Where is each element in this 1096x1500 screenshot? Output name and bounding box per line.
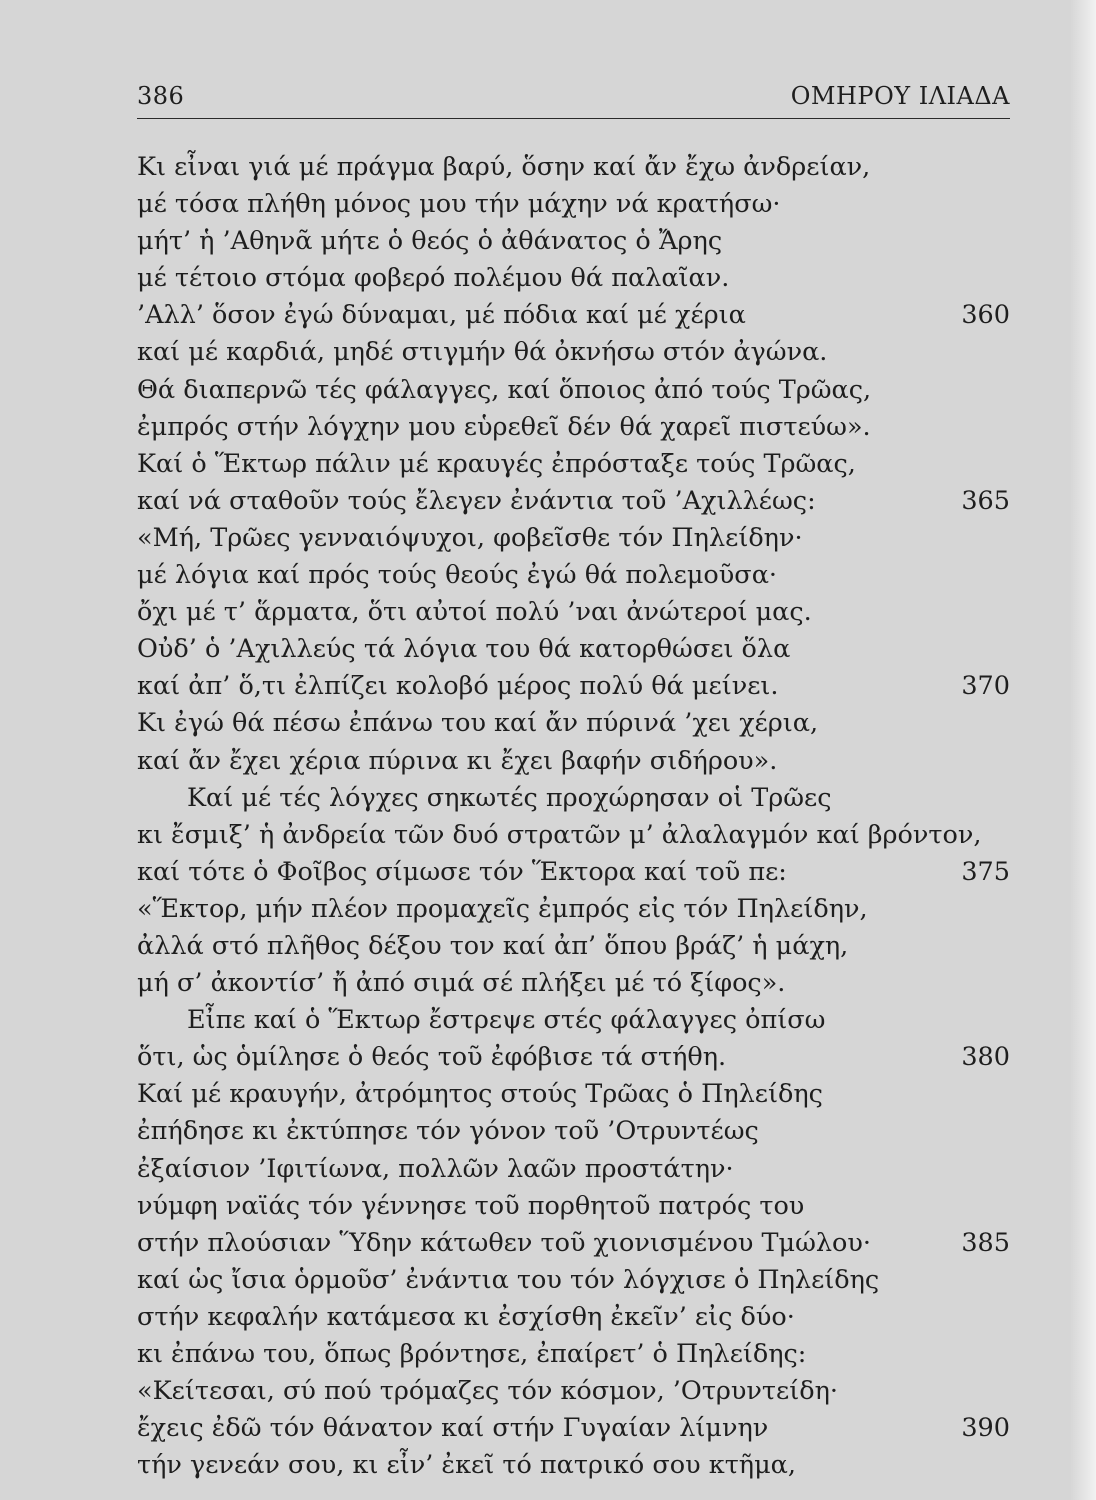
verse-text: ἐπήδησε κι ἐκτύπησε τόν γόνον τοῦ ’Οτρυντέως (137, 1116, 759, 1147)
verse-text: ὅτι, ὡς ὁμίλησε ὁ θεός τοῦ ἐφόβισε τά στήθη. (137, 1042, 727, 1073)
verse-line (137, 446, 1010, 483)
verse-text: ὄχι μέ τ’ ἅρματα, ὅτι αὐτοί πολύ ’ναι ἀνώτεροί μας. (137, 597, 812, 628)
verse-line (137, 1002, 1010, 1039)
line-number: 385 (961, 1227, 1010, 1258)
verse-text: κι ἔσμιξ’ ἡ ἀνδρεία τῶν δυό στρατῶν μ’ ἀλαλαγμόν καί βρόντον, (137, 819, 982, 850)
verse-line (137, 1151, 1010, 1188)
verse-line (137, 1336, 1010, 1373)
line-number: 360 (961, 300, 1010, 331)
verse-text: καί νά σταθοῦν τούς ἔλεγεν ἐνάντια τοῦ ’Αχιλλέως: (137, 485, 816, 516)
line-number: 370 (961, 671, 1010, 702)
verse-text: στήν κεφαλήν κατάμεσα κι ἐσχίσθη ἐκεῖν’ εἰς δύο· (137, 1301, 795, 1332)
verse-line (137, 1188, 1010, 1225)
page-number: 386 (137, 82, 185, 110)
verse-line (137, 483, 1010, 520)
verse-text: Οὐδ’ ὁ ’Αχιλλεύς τά λόγια του θά κατορθώσει ὅλα (137, 634, 791, 665)
line-number: 380 (961, 1042, 1010, 1073)
verse-text: κι ἐπάνω του, ὅπως βρόντησε, ἐπαίρετ’ ὁ Πηλείδης: (137, 1339, 807, 1369)
verse-text: μή σ’ ἀκοντίσ’ ἤ ἀπό σιμά σέ πλήξει μέ τό ξίφος». (137, 968, 786, 999)
verse-line (137, 372, 1010, 409)
verse-block (137, 149, 1010, 1484)
page-edge-shadow (1070, 0, 1096, 1500)
verse-line (137, 743, 1010, 780)
verse-line (137, 409, 1010, 446)
page-header (137, 82, 1010, 119)
verse-text: «Μή, Τρῶες γενναιόψυχοι, φοβεῖσθε τόν Πηλείδην· (137, 522, 803, 553)
verse-line (137, 260, 1010, 297)
verse-line (137, 1113, 1010, 1150)
verse-line (137, 594, 1010, 631)
verse-line (137, 297, 1010, 334)
verse-line (137, 1373, 1010, 1410)
verse-line (137, 1410, 1010, 1447)
verse-line (137, 1039, 1010, 1076)
verse-line (137, 965, 1010, 1002)
verse-text: μέ τόσα πλήθη μόνος μου τήν μάχην νά κρατήσω· (137, 189, 781, 220)
verse-text: ἀλλά στό πλῆθος δέξου τον καί ἀπ’ ὅπου βράζ’ ἡ μάχη, (137, 930, 849, 961)
verse-text: Καί μέ τές λόγχες σηκωτές προχώρησαν οἱ Τρῶες (187, 782, 832, 813)
verse-text: νύμφη ναϊάς τόν γέννησε τοῦ πορθητοῦ πατρός του (137, 1190, 805, 1221)
verse-text: στήν πλούσιαν Ὕδην κάτωθεν τοῦ χιονισμένου Τμώλου· (137, 1227, 872, 1258)
verse-text: Καί ὁ Ἕκτωρ πάλιν μέ κραυγές ἐπρόσταξε τούς Τρῶας, (137, 448, 856, 479)
verse-line (137, 1262, 1010, 1299)
verse-text: ’Αλλ’ ὅσον ἐγώ δύναμαι, μέ πόδια καί μέ χέρια (137, 300, 746, 331)
verse-text: καί ὡς ἴσια ὁρμοῦσ’ ἐνάντια του τόν λόγχισε ὁ Πηλείδης (137, 1264, 880, 1295)
verse-line (137, 1299, 1010, 1336)
verse-line (137, 149, 1010, 186)
verse-text: καί ἀπ’ ὅ,τι ἐλπίζει κολοβό μέρος πολύ θά μείνει. (137, 671, 779, 702)
line-number: 375 (961, 856, 1010, 887)
verse-line (137, 186, 1010, 223)
verse-text: μέ λόγια καί πρός τούς θεούς ἐγώ θά πολεμοῦσα· (137, 560, 778, 591)
verse-text: Καί μέ κραυγήν, ἀτρόμητος στούς Τρῶας ὁ Πηλείδης (137, 1079, 823, 1110)
verse-line (137, 668, 1010, 705)
line-number: 390 (961, 1413, 1010, 1444)
verse-line (137, 705, 1010, 742)
verse-line (137, 1447, 1010, 1484)
verse-line (137, 1225, 1010, 1262)
verse-line (137, 1076, 1010, 1113)
verse-text: ἐμπρός στήν λόγχην μου εὑρεθεῖ δέν θά χαρεῖ πιστεύω». (137, 411, 871, 442)
verse-text: ἔχεις ἐδῶ τόν θάνατον καί στήν Γυγαίαν λίμνην (137, 1413, 769, 1444)
verse-line (137, 780, 1010, 817)
verse-text: καί μέ καρδιά, μηδέ στιγμήν θά ὀκνήσω στόν ἀγώνα. (137, 337, 828, 368)
verse-line (137, 928, 1010, 965)
verse-text: μέ τέτοιο στόμα φοβερό πολέμου θά παλαῖαν. (137, 263, 730, 294)
line-number: 365 (961, 485, 1010, 516)
verse-line (137, 520, 1010, 557)
verse-text: Κι ἐγώ θά πέσω ἐπάνω του καί ἄν πύρινά ’χει χέρια, (137, 708, 819, 739)
verse-text: Εἶπε καί ὁ Ἕκτωρ ἔστρεψε στές φάλαγγες ὀπίσω (187, 1005, 826, 1036)
running-title: ΟΜΗΡΟΥ ΙΛΙΑΔΑ (790, 82, 1010, 110)
verse-text: «Κείτεσαι, σύ πού τρόμαζες τόν κόσμον, ’Οτρυντείδη· (137, 1376, 838, 1407)
verse-text: «Ἕκτορ, μήν πλέον προμαχεῖς ἐμπρός εἰς τόν Πηλείδην, (137, 893, 868, 924)
verse-text: μήτ’ ἡ ’Αθηνᾶ μήτε ὁ θεός ὁ ἀθάνατος ὁ Ἄρης (137, 226, 723, 257)
verse-line (137, 223, 1010, 260)
verse-text: ἐξαίσιον ’Ιφιτίωνα, πολλῶν λαῶν προστάτην· (137, 1153, 734, 1184)
verse-line (137, 854, 1010, 891)
verse-line (137, 557, 1010, 594)
verse-text: τήν γενεάν σου, κι εἶν’ ἐκεῖ τό πατρικό σου κτῆμα, (137, 1450, 796, 1481)
verse-text: Κι εἶναι γιά μέ πράγμα βαρύ, ὅσην καί ἄν ἔχω ἀνδρείαν, (137, 152, 871, 182)
verse-line (137, 817, 1010, 854)
verse-line (137, 334, 1010, 371)
verse-line (137, 891, 1010, 928)
verse-text: Θά διαπερνῶ τές φάλαγγες, καί ὅποιος ἀπό τούς Τρῶας, (137, 374, 872, 405)
verse-line (137, 631, 1010, 668)
verse-text: καί ἄν ἔχει χέρια πύρινα κι ἔχει βαφήν σιδήρου». (137, 745, 778, 776)
verse-text: καί τότε ὁ Φοῖβος σίμωσε τόν Ἕκτορα καί τοῦ πε: (137, 856, 787, 887)
